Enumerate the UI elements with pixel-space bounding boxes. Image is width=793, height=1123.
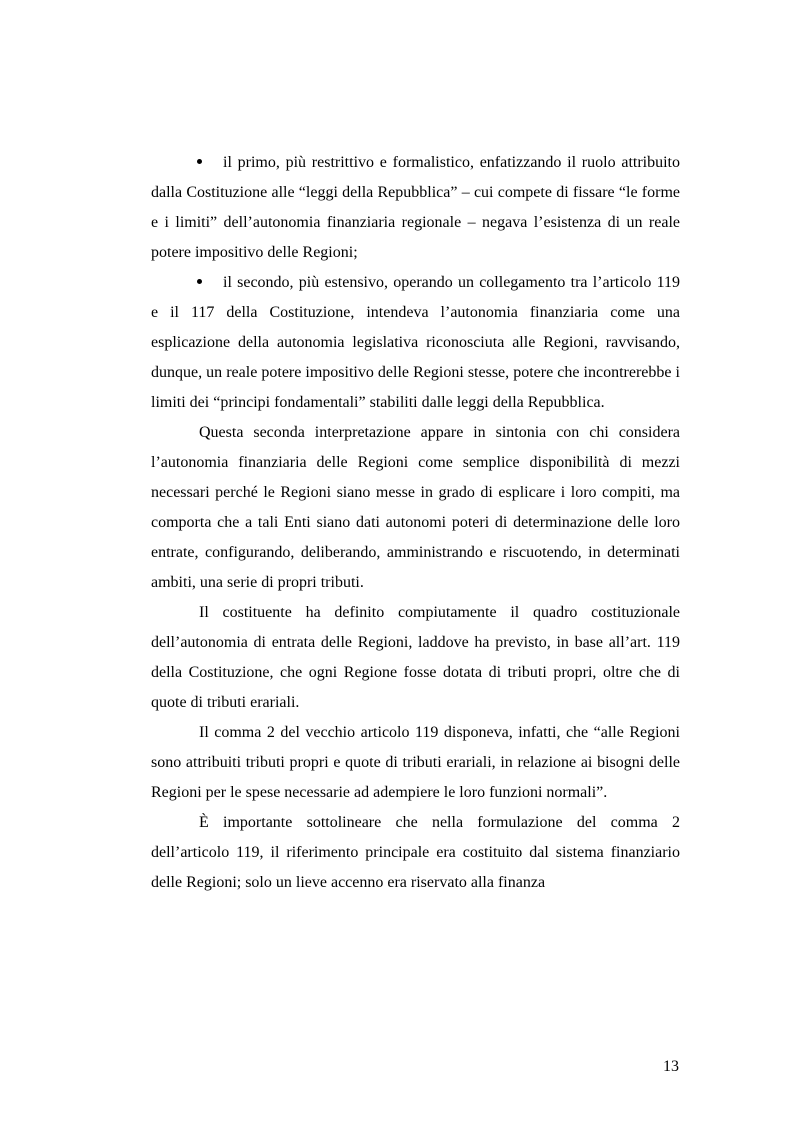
bullet-icon [197,268,223,298]
paragraph: Questa seconda interpretazione appare in sintonia con chi considera l’autonomia finanziaria delle Regioni come semplice disponibilità di mezzi necessari perché le Regioni siano messe in grado di esplicare i loro compiti, ma comporta che a tali Enti siano dati autonomi poteri di determinazione delle loro entrate, configurando, deliberando, amministrando e riscuotendo, in determinati ambiti, una serie di propri tributi. [151,424,680,591]
paragraph: Il costituente ha definito compiutamente il quadro costituzionale dell’autonomia di entrata delle Regioni, laddove ha previsto, in base all’art. 119 della Costituzione, che ogni Regione fosse dotata di tributi propri, oltre che di quote di tributi erariali. [151,604,680,711]
page-body [151,148,680,898]
bullet-item [151,268,680,418]
bullet-text: il secondo, più estensivo, operando un collegamento tra l’articolo 119 e il 117 della Costituzione, intendeva l’autonomia finanziaria come una esplicazione della autonomia legislativa riconosciuta alle Regioni, ravvisando, dunque, un reale potere impositivo delle Regioni stesse, potere che incontrerebbe i limiti dei “principi fondamentali” stabiliti dalle leggi della Repubblica. [151,274,680,411]
paragraph: È importante sottolineare che nella formulazione del comma 2 dell’articolo 119, il riferimento principale era costituito dal sistema finanziario delle Regioni; solo un lieve accenno era riservato alla finanza [151,814,680,891]
bullet-item [151,148,680,268]
paragraph: Il comma 2 del vecchio articolo 119 disponeva, infatti, che “alle Regioni sono attribuiti tributi propri e quote di tributi erariali, in relazione ai bisogni delle Regioni per le spese necessarie ad adempiere le loro funzioni normali”. [151,724,680,801]
bullet-icon [197,148,223,178]
bullet-text: il primo, più restrittivo e formalistico, enfatizzando il ruolo attribuito dalla Costituzione alle “leggi della Repubblica” – cui compete di fissare “le forme e i limiti” dell’autonomia finanziaria regionale – negava l’esistenza di un reale potere impositivo delle Regioni; [151,154,680,261]
page-number: 13 [663,1058,679,1075]
